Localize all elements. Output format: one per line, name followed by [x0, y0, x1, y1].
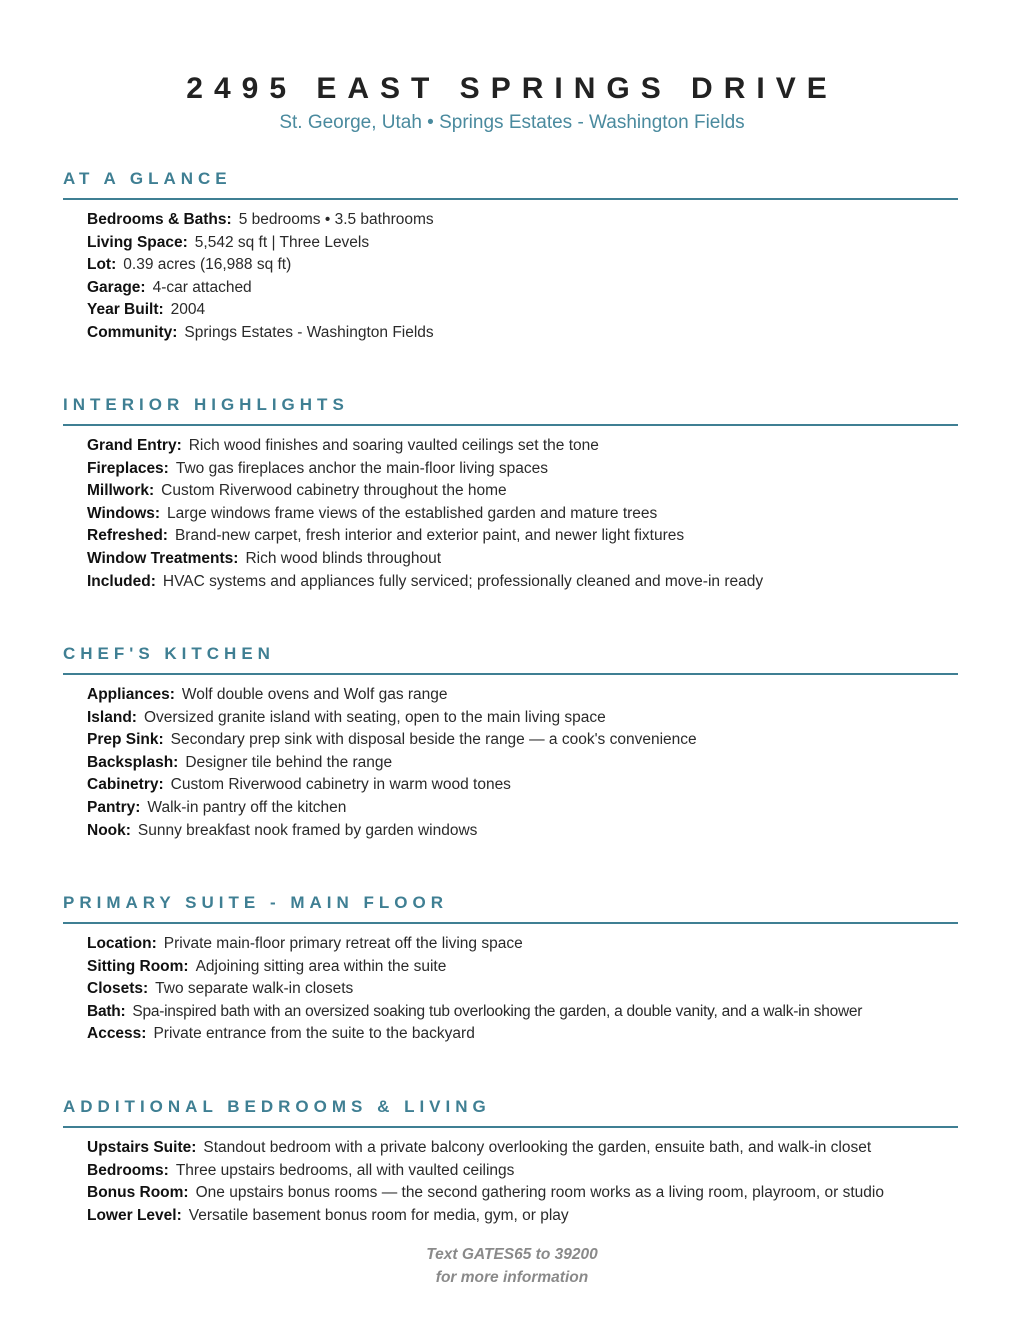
item-label: Included:: [87, 572, 156, 590]
item-label: Access:: [87, 1025, 147, 1043]
item-value: Versatile basement bonus room for media, gym, or play: [188, 1206, 569, 1224]
list-item: [87, 299, 958, 322]
item-label: Grand Entry:: [87, 437, 182, 454]
item-value: Springs Estates - Washington Fields: [184, 323, 434, 341]
item-label: Upstairs Suite:: [87, 1139, 197, 1156]
footer-line: for more information: [435, 1269, 589, 1286]
item-value: Oversized granite island with seating, open to the main living space: [143, 708, 606, 726]
item-value: 5 bedrooms • 3.5 bathrooms: [238, 211, 434, 228]
item-value: Walk-in pantry off the kitchen: [147, 798, 347, 816]
item-label: Location:: [87, 935, 157, 952]
item-label: Bedrooms:: [87, 1161, 169, 1179]
item-value: Private entrance from the suite to the backyard: [153, 1025, 475, 1043]
list-item: [87, 1160, 958, 1183]
item-label: Closets:: [87, 980, 149, 998]
feature-list: [63, 924, 958, 1046]
feature-list: [63, 426, 958, 593]
item-value: Custom Riverwood cabinetry in warm wood tones: [170, 776, 511, 794]
item-label: Nook:: [87, 821, 131, 839]
item-label: Sitting Room:: [87, 957, 189, 975]
list-item: [87, 277, 958, 300]
list-item: [87, 1137, 958, 1160]
item-label: Millwork:: [87, 482, 155, 500]
list-item: [87, 1182, 958, 1205]
item-label: Fireplaces:: [87, 459, 169, 477]
section-additional-bedrooms: [63, 1095, 958, 1227]
feature-list: [63, 675, 958, 842]
item-label: Bedrooms & Baths:: [87, 211, 232, 228]
item-label: Backsplash:: [87, 753, 179, 771]
item-value: 5,542 sq ft | Three Levels: [194, 233, 370, 251]
item-value: Custom Riverwood cabinetry throughout the home: [161, 482, 507, 500]
list-item: [87, 752, 958, 775]
item-label: Lot:: [87, 256, 117, 274]
section-heading: AT A GLANCE: [63, 167, 958, 200]
item-value: Brand-new carpet, fresh interior and exterior paint, and newer light fixtures: [174, 527, 685, 545]
feature-list: [63, 1128, 958, 1227]
list-item: [87, 933, 958, 956]
list-item: [87, 525, 958, 548]
feature-list: [63, 200, 958, 345]
list-item: [87, 684, 958, 707]
item-label: Garage:: [87, 278, 146, 296]
item-value: 0.39 acres (16,988 sq ft): [123, 256, 292, 274]
section-interior-highlights: [63, 393, 958, 593]
item-value: Two separate walk-in closets: [155, 980, 354, 998]
list-item: [87, 707, 958, 730]
list-item: [87, 1205, 958, 1228]
list-item: [87, 254, 958, 277]
section-at-a-glance: [63, 167, 958, 345]
list-item: [87, 774, 958, 797]
item-value: Adjoining sitting area within the suite: [195, 957, 447, 975]
list-item: [87, 435, 958, 458]
item-value: Rich wood blinds throughout: [245, 549, 442, 567]
item-value: Secondary prep sink with disposal beside the range — a cook's convenience: [170, 731, 697, 749]
item-label: Bonus Room:: [87, 1184, 189, 1202]
item-value: 4-car attached: [152, 278, 252, 296]
list-item: [87, 978, 958, 1001]
list-item: [87, 503, 958, 526]
item-label: Pantry:: [87, 798, 141, 816]
list-item: [87, 797, 958, 820]
item-label: Year Built:: [87, 301, 164, 319]
item-label: Refreshed:: [87, 527, 168, 545]
item-label: Prep Sink:: [87, 731, 164, 749]
section-heading: INTERIOR HIGHLIGHTS: [63, 393, 958, 426]
item-label: Window Treatments:: [87, 549, 239, 567]
footer-line: Text GATES65 to 39200: [426, 1246, 598, 1263]
item-value: Standout bedroom with a private balcony overlooking the garden, ensuite bath, and walk-in closet: [203, 1139, 872, 1156]
page-subtitle: St. George, Utah • Springs Estates - Washington Fields: [279, 112, 745, 133]
section-primary-suite: [63, 891, 958, 1046]
item-value: One upstairs bonus rooms — the second gathering room works as a living room, playroom, or studio: [195, 1184, 884, 1202]
item-label: Appliances:: [87, 686, 175, 703]
item-label: Windows:: [87, 504, 161, 522]
list-item: [87, 729, 958, 752]
item-value: Private main-floor primary retreat off the living space: [163, 935, 523, 952]
item-label: Living Space:: [87, 233, 188, 251]
page-title: 2495 EAST SPRINGS DRIVE: [186, 72, 838, 105]
item-value: Two gas fireplaces anchor the main-floor living spaces: [175, 459, 549, 477]
item-value: 2004: [170, 301, 206, 319]
list-item: [87, 820, 958, 843]
item-label: Cabinetry:: [87, 776, 164, 794]
item-label: Community:: [87, 323, 178, 341]
list-item: [87, 232, 958, 255]
list-item: [87, 209, 958, 232]
list-item: [87, 956, 958, 979]
item-label: Island:: [87, 708, 137, 726]
item-value: Sunny breakfast nook framed by garden windows: [137, 821, 478, 839]
item-value: Large windows frame views of the established garden and mature trees: [167, 504, 658, 522]
item-value: Designer tile behind the range: [185, 753, 393, 771]
item-value: Spa-inspired bath with an oversized soaking tub overlooking the garden, a double vanity, and a walk-in shower: [132, 1002, 863, 1020]
list-item: [87, 322, 958, 345]
item-value: HVAC systems and appliances fully serviced; professionally cleaned and move-in ready: [162, 572, 764, 590]
list-item: [87, 480, 958, 503]
section-heading: CHEF'S KITCHEN: [63, 642, 958, 675]
footer-callout: [0, 1243, 1024, 1289]
item-value: Rich wood finishes and soaring vaulted ceilings set the tone: [188, 437, 599, 454]
list-item: [87, 1023, 958, 1046]
list-item: [87, 548, 958, 571]
section-heading: ADDITIONAL BEDROOMS & LIVING: [63, 1095, 958, 1128]
item-label: Lower Level:: [87, 1206, 182, 1224]
list-item: [87, 458, 958, 481]
list-item: [87, 571, 958, 594]
list-item: [87, 1001, 958, 1024]
item-label: Bath:: [87, 1002, 126, 1020]
item-value: Three upstairs bedrooms, all with vaulted ceilings: [175, 1161, 515, 1179]
section-heading: PRIMARY SUITE - MAIN FLOOR: [63, 891, 958, 924]
item-value: Wolf double ovens and Wolf gas range: [181, 686, 448, 703]
section-chefs-kitchen: [63, 642, 958, 842]
